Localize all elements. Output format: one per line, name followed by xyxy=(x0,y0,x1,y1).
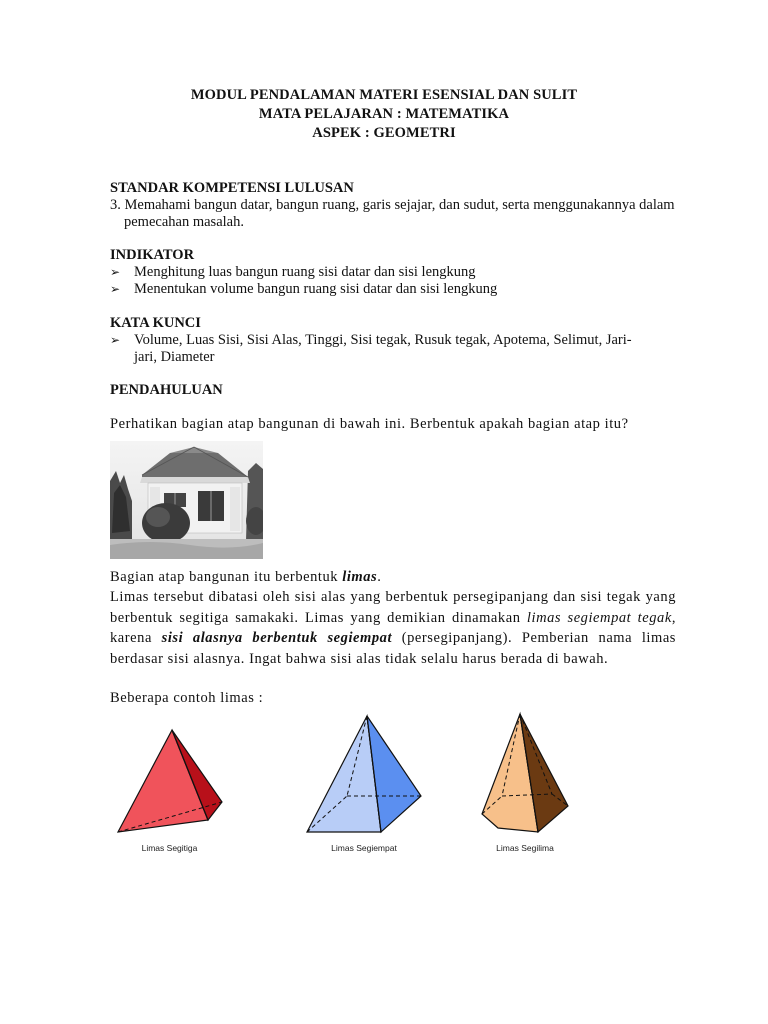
paragraph-part-c: (persegipanjang). Pemberian nama limas berdasar sisi alasnya. Ingat bahwa sisi alas tidak selalu harus berada di bawah. xyxy=(110,630,676,667)
roof-question: Perhatikan bagian atap bangunan di bawah ini. Berbentuk apakah bagian atap itu? xyxy=(110,416,629,432)
arrow-bullet-icon: ➢ xyxy=(110,265,121,279)
arrow-bullet-icon: ➢ xyxy=(110,333,121,347)
indikator-section xyxy=(110,247,676,298)
indikator-item-text: Menghitung luas bangun ruang sisi datar dan sisi lengkung xyxy=(134,264,476,280)
skl-heading: STANDAR KOMPETENSI LULUSAN xyxy=(110,180,354,196)
title-line-2: MATA PELAJARAN : MATEMATIKA xyxy=(258,106,510,122)
indikator-item-1 xyxy=(110,264,676,281)
skl-section xyxy=(110,180,676,231)
paragraph-part-b: , karena xyxy=(110,609,676,646)
figure-caption-pentagonal: Limas Segilima xyxy=(496,843,554,853)
kata-kunci-line-2: jari, Diameter xyxy=(134,349,215,365)
title-line-3: ASPEK : GEOMETRI xyxy=(312,125,456,141)
triangular-pyramid-figure xyxy=(112,726,227,836)
answer-suffix: . xyxy=(377,569,382,585)
indikator-item-text: Menentukan volume bangun ruang sisi datar dan sisi lengkung xyxy=(134,281,498,297)
figure-caption-triangular: Limas Segitiga xyxy=(141,843,198,853)
answer-prefix: Bagian atap bangunan itu berbentuk xyxy=(110,569,343,585)
paragraph-part-a: Limas tersebut dibatasi oleh sisi alas yang berbentuk persegipanjang dan sisi tegak yang berbentuk segitiga samakaki. Limas yang demikian dinamakan xyxy=(110,589,676,626)
kata-kunci-section xyxy=(110,315,676,366)
kata-kunci-item xyxy=(110,332,676,366)
kata-kunci-heading: KATA KUNCI xyxy=(110,315,201,331)
kata-kunci-line-1: Volume, Luas Sisi, Sisi Alas, Tinggi, Sisi tegak, Rusuk tegak, Apotema, Selimut, Jari- xyxy=(134,332,632,348)
building-roof-photo xyxy=(110,441,263,559)
pendahuluan-heading: PENDAHULUAN xyxy=(110,382,223,398)
answer-term: limas xyxy=(342,569,378,585)
examples-intro: Beberapa contoh limas : xyxy=(110,690,264,706)
limas-paragraph xyxy=(110,587,676,669)
module-title xyxy=(0,86,768,143)
paragraph-term: limas segiempat tegak xyxy=(526,609,672,626)
roof-answer xyxy=(110,567,676,588)
square-pyramid-figure xyxy=(303,712,425,836)
arrow-bullet-icon: ➢ xyxy=(110,282,121,296)
pentagonal-pyramid-figure xyxy=(478,710,572,836)
figure-caption-square: Limas Segiempat xyxy=(331,843,397,853)
indikator-item-2 xyxy=(110,281,676,298)
skl-item: 3. Memahami bangun datar, bangun ruang, garis sejajar, dan sudut, serta menggunakannya dalam pemecahan masalah. xyxy=(110,197,675,230)
title-line-1: MODUL PENDALAMAN MATERI ESENSIAL DAN SULIT xyxy=(190,87,578,103)
indikator-heading: INDIKATOR xyxy=(110,247,195,263)
paragraph-bold-phrase: sisi alasnya berbentuk segiempat xyxy=(161,630,393,646)
